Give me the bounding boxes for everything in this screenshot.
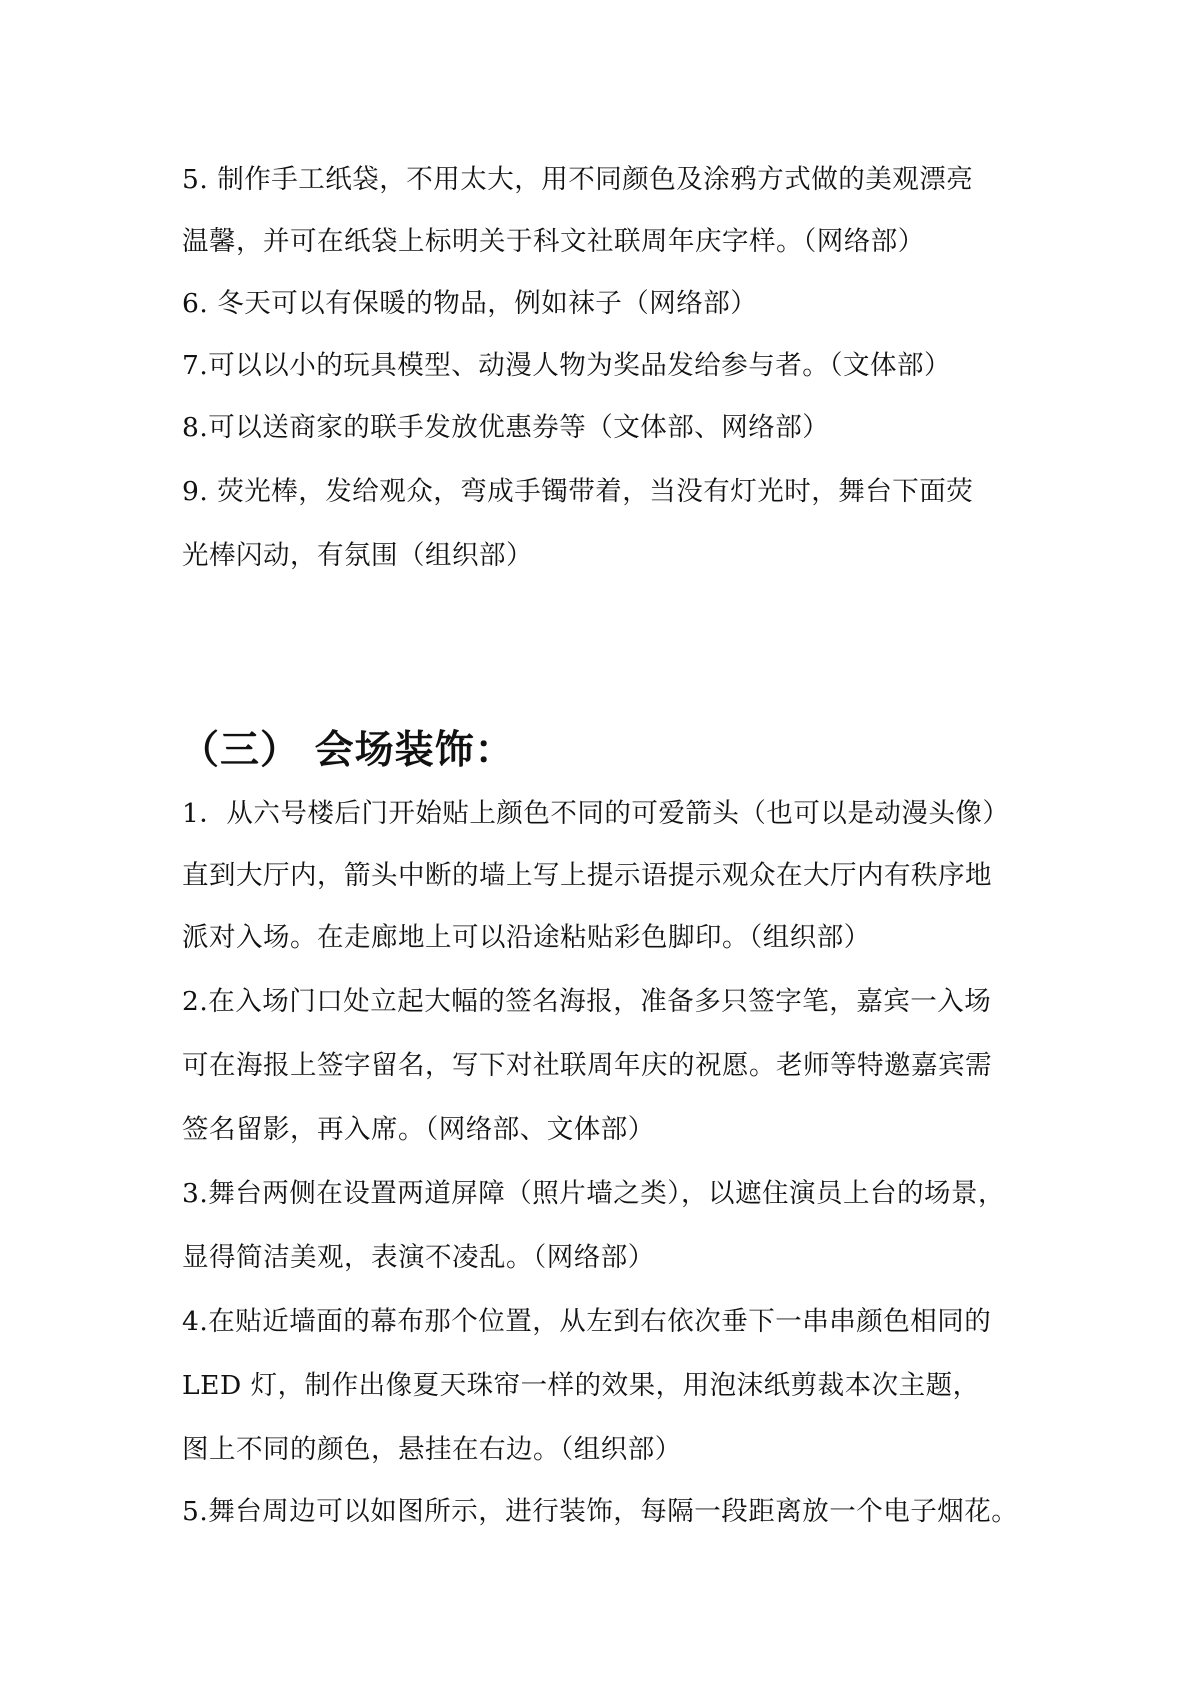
item-5-line-2: 温馨，并可在纸袋上标明关于科文社联周年庆字样。（网络部）: [182, 226, 925, 257]
item-7: 7.可以以小的玩具模型、动漫人物为奖品发给参与者。（文体部）: [182, 350, 952, 381]
item-6: 6. 冬天可以有保暖的物品，例如袜子（网络部）: [182, 288, 758, 319]
decor-item-4-line-3: 图上不同的颜色，悬挂在右边。（组织部）: [182, 1434, 682, 1465]
decor-item-4-line-2: LED 灯，制作出像夏天珠帘一样的效果，用泡沫纸剪裁本次主题，: [182, 1370, 980, 1401]
item-5-line-1: 5. 制作手工纸袋，不用太大，用不同颜色及涂鸦方式做的美观漂亮: [182, 164, 974, 195]
decor-item-1-line-3: 派对入场。在走廊地上可以沿途粘贴彩色脚印。（组织部）: [182, 922, 871, 953]
decor-item-4-line-1: 4.在贴近墙面的幕布那个位置，从左到右依次垂下一串串颜色相同的: [182, 1306, 992, 1337]
decor-item-5: 5.舞台周边可以如图所示，进行装饰，每隔一段距离放一个电子烟花。: [182, 1496, 1019, 1527]
decor-item-2-line-3: 签名留影，再入席。（网络部、文体部）: [182, 1114, 655, 1145]
decor-item-3-line-1: 3.舞台两侧在设置两道屏障（照片墙之类），以遮住演员上台的场景，: [182, 1178, 1006, 1209]
decor-item-1-line-1: 1．从六号楼后门开始贴上颜色不同的可爱箭头（也可以是动漫头像）: [182, 798, 1010, 829]
decor-item-2-line-1: 2.在入场门口处立起大幅的签名海报，准备多只签字笔，嘉宾一入场: [182, 986, 992, 1017]
section-heading-venue-decoration: （三） 会场装饰：: [180, 727, 515, 773]
decor-item-1-line-2: 直到大厅内，箭头中断的墙上写上提示语提示观众在大厅内有秩序地: [182, 860, 992, 891]
item-9-line-1: 9. 荧光棒，发给观众，弯成手镯带着，当没有灯光时，舞台下面荧: [182, 476, 974, 507]
decor-item-3-line-2: 显得简洁美观，表演不凌乱。（网络部）: [182, 1242, 655, 1273]
decor-item-2-line-2: 可在海报上签字留名，写下对社联周年庆的祝愿。老师等特邀嘉宾需: [182, 1050, 992, 1081]
item-9-line-2: 光棒闪动，有氛围（组织部）: [182, 540, 533, 571]
item-8: 8.可以送商家的联手发放优惠券等（文体部、网络部）: [182, 412, 830, 443]
